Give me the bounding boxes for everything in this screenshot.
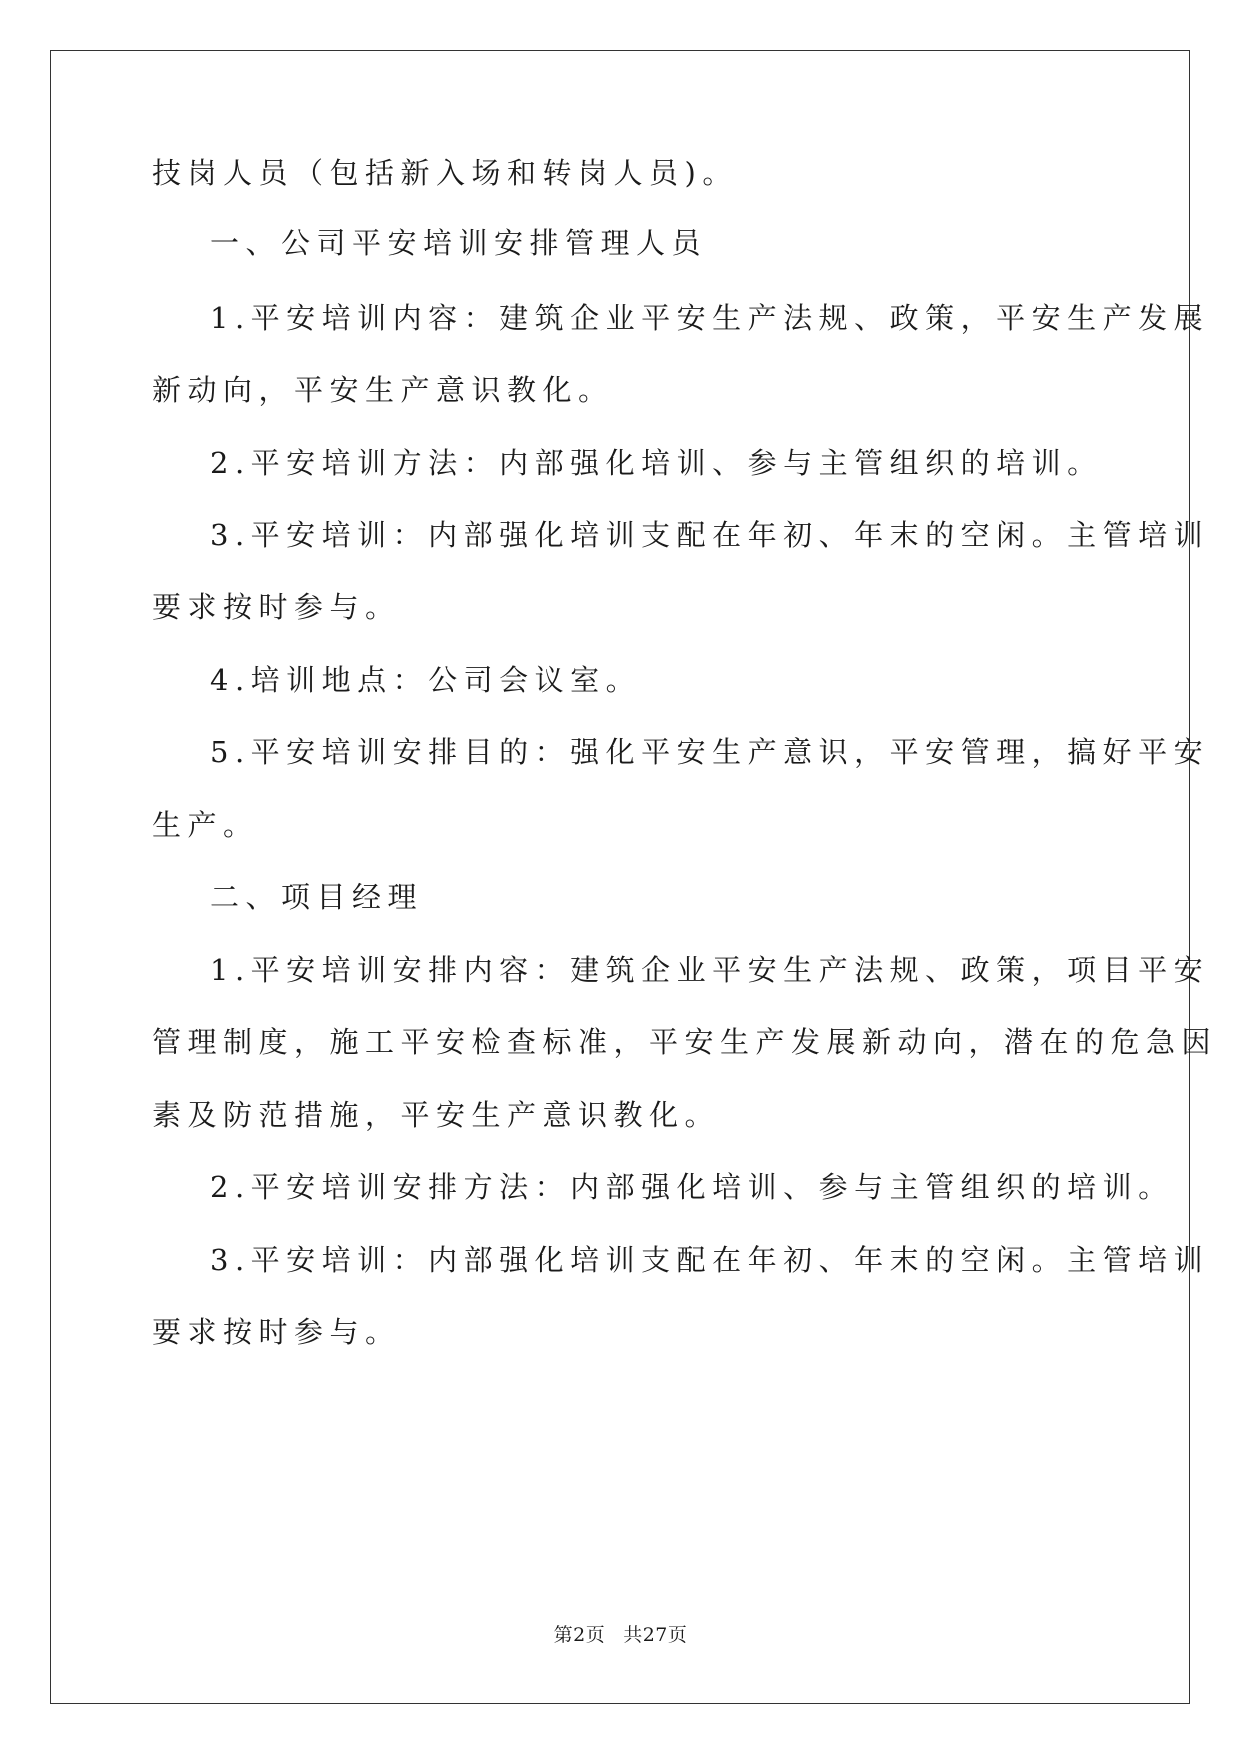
text-line: 5.平安培训安排目的：强化平安生产意识，平安管理，搞好平安 bbox=[210, 735, 1210, 769]
page-total: 共27页 bbox=[623, 1624, 688, 1646]
text-line: 3.平安培训：内部强化培训支配在年初、年末的空闲。主管培训 bbox=[210, 518, 1210, 552]
text-line: 技岗人员（包括新入场和转岗人员)。 bbox=[152, 156, 738, 190]
text-line: 4.培训地点：公司会议室。 bbox=[210, 663, 642, 697]
text-line: 要求按时参与。 bbox=[152, 1315, 401, 1349]
text-line: 2.平安培训安排方法：内部强化培训、参与主管组织的培训。 bbox=[210, 1170, 1174, 1204]
text-line: 生产。 bbox=[152, 808, 259, 842]
text-line: 新动向，平安生产意识教化。 bbox=[152, 373, 614, 407]
text-line: 1.平安培训安排内容：建筑企业平安生产法规、政策，项目平安 bbox=[210, 953, 1210, 987]
page-footer bbox=[0, 1620, 1241, 1650]
text-line: 要求按时参与。 bbox=[152, 590, 401, 624]
section-heading: 二、项目经理 bbox=[210, 880, 424, 914]
text-line: 管理制度，施工平安检查标准，平安生产发展新动向，潜在的危急因 bbox=[152, 1025, 1218, 1059]
text-line: 3.平安培训：内部强化培训支配在年初、年末的空闲。主管培训 bbox=[210, 1243, 1210, 1277]
section-heading: 一、公司平安培训安排管理人员 bbox=[210, 226, 708, 260]
text-line: 2.平安培训方法：内部强化培训、参与主管组织的培训。 bbox=[210, 446, 1103, 480]
text-line: 1.平安培训内容：建筑企业平安生产法规、政策，平安生产发展 bbox=[210, 301, 1210, 335]
page-number: 第2页 bbox=[553, 1624, 606, 1646]
text-line: 素及防范措施，平安生产意识教化。 bbox=[152, 1098, 721, 1132]
